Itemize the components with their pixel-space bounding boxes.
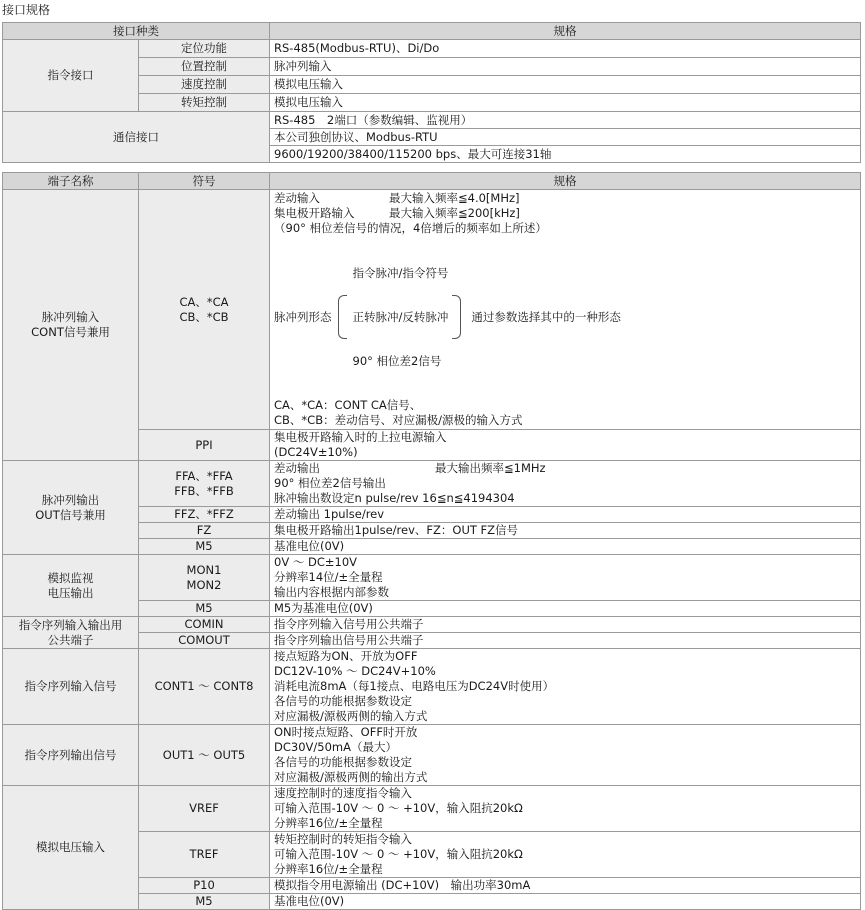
comout-symbol: COMOUT: [139, 633, 270, 649]
table-row: [3, 725, 861, 786]
symbol-line: CA、*CA: [179, 294, 229, 309]
name-line: OUT信号兼用: [35, 507, 106, 522]
spec-line: 可输入范围-10V ～ 0 ～ +10V，输入阻抗20kΩ: [274, 801, 523, 815]
fz-symbol: FZ: [139, 523, 270, 539]
mon-spec: [270, 555, 861, 601]
comin-symbol: COMIN: [139, 617, 270, 633]
positioning-spec: RS-485(Modbus-RTU)、Di/Do: [270, 40, 861, 58]
table-row: [3, 190, 861, 430]
p10-symbol: P10: [139, 878, 270, 894]
table-row: [3, 461, 861, 507]
spec-line: ON时接点短路、OFF时开放: [274, 725, 418, 739]
speed-control-spec: 模拟电压输入: [270, 76, 861, 94]
spec-line: CB、*CB：差动信号、对应漏极/源极的输入方式: [274, 413, 523, 427]
torque-control-label: 转矩控制: [139, 94, 270, 112]
spec-line: 转矩控制时的转矩指令输入: [274, 832, 412, 846]
name-line: 电压输出: [47, 585, 94, 600]
m5-spec: 基准电位(0V): [270, 894, 861, 910]
page-title: 接口规格: [2, 3, 51, 17]
spec-line: 90° 相位差2信号输出: [274, 476, 386, 490]
comm-spec-line: RS-485 2端口（参数编辑、监视用）: [270, 112, 861, 129]
spec-line: 差动输入 最大输入频率≦4.0[MHz]: [274, 191, 520, 205]
analog-input-name: 模拟电压输入: [3, 786, 139, 910]
m5-spec: 基准电位(0V): [270, 539, 861, 555]
spec-line: (DC24V±10%): [274, 445, 358, 459]
analog-monitor-name: [3, 555, 139, 617]
pulse-input-name: [3, 190, 139, 461]
pulse-form-options: [353, 236, 449, 398]
out-spec: [270, 725, 861, 786]
symbol-line: FFA、*FFA: [175, 468, 233, 483]
right-brace-icon: [452, 295, 461, 339]
speed-control-label: 速度控制: [139, 76, 270, 94]
tref-symbol: TREF: [139, 832, 270, 878]
comm-spec-line: 9600/19200/38400/115200 bps、最大可连接31轴: [270, 146, 861, 163]
header-interface-type: 接口种类: [3, 23, 270, 40]
pulse-form-option: 90° 相位差2信号: [352, 354, 442, 368]
fz-spec: 集电极开路输出1pulse/rev、FZ：OUT FZ信号: [270, 523, 861, 539]
name-line: 指令序列输入输出用: [18, 617, 123, 632]
vref-spec: [270, 786, 861, 832]
name-line: 脉冲列输出: [41, 492, 100, 507]
symbol-line: MON2: [186, 577, 222, 592]
ffz-symbol: FFZ、*FFZ: [139, 507, 270, 523]
spec-line: DC12V-10% ～ DC24V+10%: [274, 664, 436, 678]
symbol-line: FFB、*FFB: [174, 483, 234, 498]
spec-line: 脉冲输出数设定n pulse/rev 16≦n≦4194304: [274, 491, 515, 505]
comout-spec: 指令序列输出信号用公共端子: [270, 633, 861, 649]
left-brace-icon: [338, 295, 347, 339]
header-spec: 规格: [270, 23, 861, 40]
pulse-form-block: [274, 236, 856, 398]
pulse-form-label: 脉冲列形态: [274, 309, 332, 324]
ffa-ffb-symbol: [139, 461, 270, 507]
position-control-label: 位置控制: [139, 58, 270, 76]
comin-spec: 指令序列输入信号用公共端子: [270, 617, 861, 633]
spec-line: 分辨率14位/±全量程: [274, 570, 383, 584]
table-row: [3, 786, 861, 832]
header-terminal-name: 端子名称: [3, 173, 139, 190]
ffz-spec: 差动输出 1pulse/rev: [270, 507, 861, 523]
name-line: CONT信号兼用: [31, 325, 110, 339]
spec-line: 0V ～ DC±10V: [274, 555, 358, 569]
interface-spec-table: [2, 22, 861, 163]
p10-spec: 模拟指令用电源输出 (DC+10V) 输出功率30mA: [270, 878, 861, 894]
table-row: [3, 40, 861, 58]
spec-line: 集电极开路输入时的上拉电源输入: [274, 430, 447, 444]
table-row: [3, 649, 861, 725]
comm-interface-label: 通信接口: [3, 112, 270, 163]
table-row: [3, 112, 861, 129]
spec-line: 可输入范围-10V ～ 0 ～ +10V，输入阻抗20kΩ: [274, 847, 523, 861]
name-line: 公共端子: [47, 632, 94, 647]
positioning-label: 定位功能: [139, 40, 270, 58]
m5-symbol: M5: [139, 539, 270, 555]
ca-cb-symbol: [139, 190, 270, 430]
spec-line: 消耗电流8mA（每1接点、电路电压为DC24V时使用）: [274, 679, 555, 693]
ca-cb-spec: [270, 190, 861, 430]
spec-line: 差动输出 最大输出频率≦1MHz: [274, 461, 546, 475]
vref-symbol: VREF: [139, 786, 270, 832]
cont-symbol: CONT1 ～ CONT8: [139, 649, 270, 725]
spec-line: 分辨率16位/±全量程: [274, 816, 383, 830]
table-row: [3, 617, 861, 633]
spec-line: 分辨率16位/±全量程: [274, 862, 383, 876]
pulse-output-name: [3, 461, 139, 555]
torque-control-spec: 模拟电压输入: [270, 94, 861, 112]
spec-line: 对应漏极/源极两侧的输出方式: [274, 770, 428, 784]
command-interface-label: 指令接口: [3, 40, 139, 112]
symbol-line: CB、*CB: [179, 309, 229, 324]
spec-line: 接点短路为ON、开放为OFF: [274, 649, 418, 663]
spec-line: 速度控制时的速度指令输入: [274, 786, 412, 800]
spec-line: CA、*CA：CONT CA信号、: [274, 398, 422, 412]
spec-line: 各信号的功能根据参数设定: [274, 694, 412, 708]
terminal-spec-table: [2, 172, 861, 910]
pulse-form-option: 正转脉冲/反转脉冲: [352, 310, 449, 324]
comm-spec-line: 本公司独创协议、Modbus-RTU: [270, 129, 861, 146]
ppi-spec: [270, 430, 861, 461]
seq-output-name: 指令序列输出信号: [3, 725, 139, 786]
ppi-symbol: PPI: [139, 430, 270, 461]
position-control-spec: 脉冲列输入: [270, 58, 861, 76]
seq-input-name: 指令序列输入信号: [3, 649, 139, 725]
cont-spec: [270, 649, 861, 725]
spec-line: （90° 相位差信号的情况，4倍增后的频率如上所述）: [274, 221, 547, 235]
interface-header-row: [3, 23, 861, 40]
spec-line: DC30V/50mA（最大）: [274, 740, 397, 754]
spec-line: 各信号的功能根据参数设定: [274, 755, 412, 769]
header-spec: 规格: [270, 173, 861, 190]
m5-symbol: M5: [139, 894, 270, 910]
pulse-form-option: 指令脉冲/指令符号: [352, 266, 449, 280]
table-row: [3, 555, 861, 601]
seq-common-name: [3, 617, 139, 649]
spec-line: 对应漏极/源极两侧的输入方式: [274, 709, 428, 723]
ffa-ffb-spec: [270, 461, 861, 507]
tref-spec: [270, 832, 861, 878]
mon-symbol: [139, 555, 270, 601]
name-line: 模拟监视: [47, 570, 94, 585]
header-symbol: 符号: [139, 173, 270, 190]
spec-line: 集电极开路输入 最大输入频率≦200[kHz]: [274, 206, 520, 220]
name-line: 脉冲列输入: [41, 310, 100, 324]
m5-spec: M5为基准电位(0V): [270, 601, 861, 617]
out-symbol: OUT1 ～ OUT5: [139, 725, 270, 786]
symbol-line: MON1: [186, 562, 222, 577]
spec-line: 输出内容根据内部参数: [274, 585, 389, 599]
terminal-header-row: [3, 173, 861, 190]
m5-symbol: M5: [139, 601, 270, 617]
pulse-form-note: 通过参数选择其中的一种形态: [471, 309, 621, 324]
